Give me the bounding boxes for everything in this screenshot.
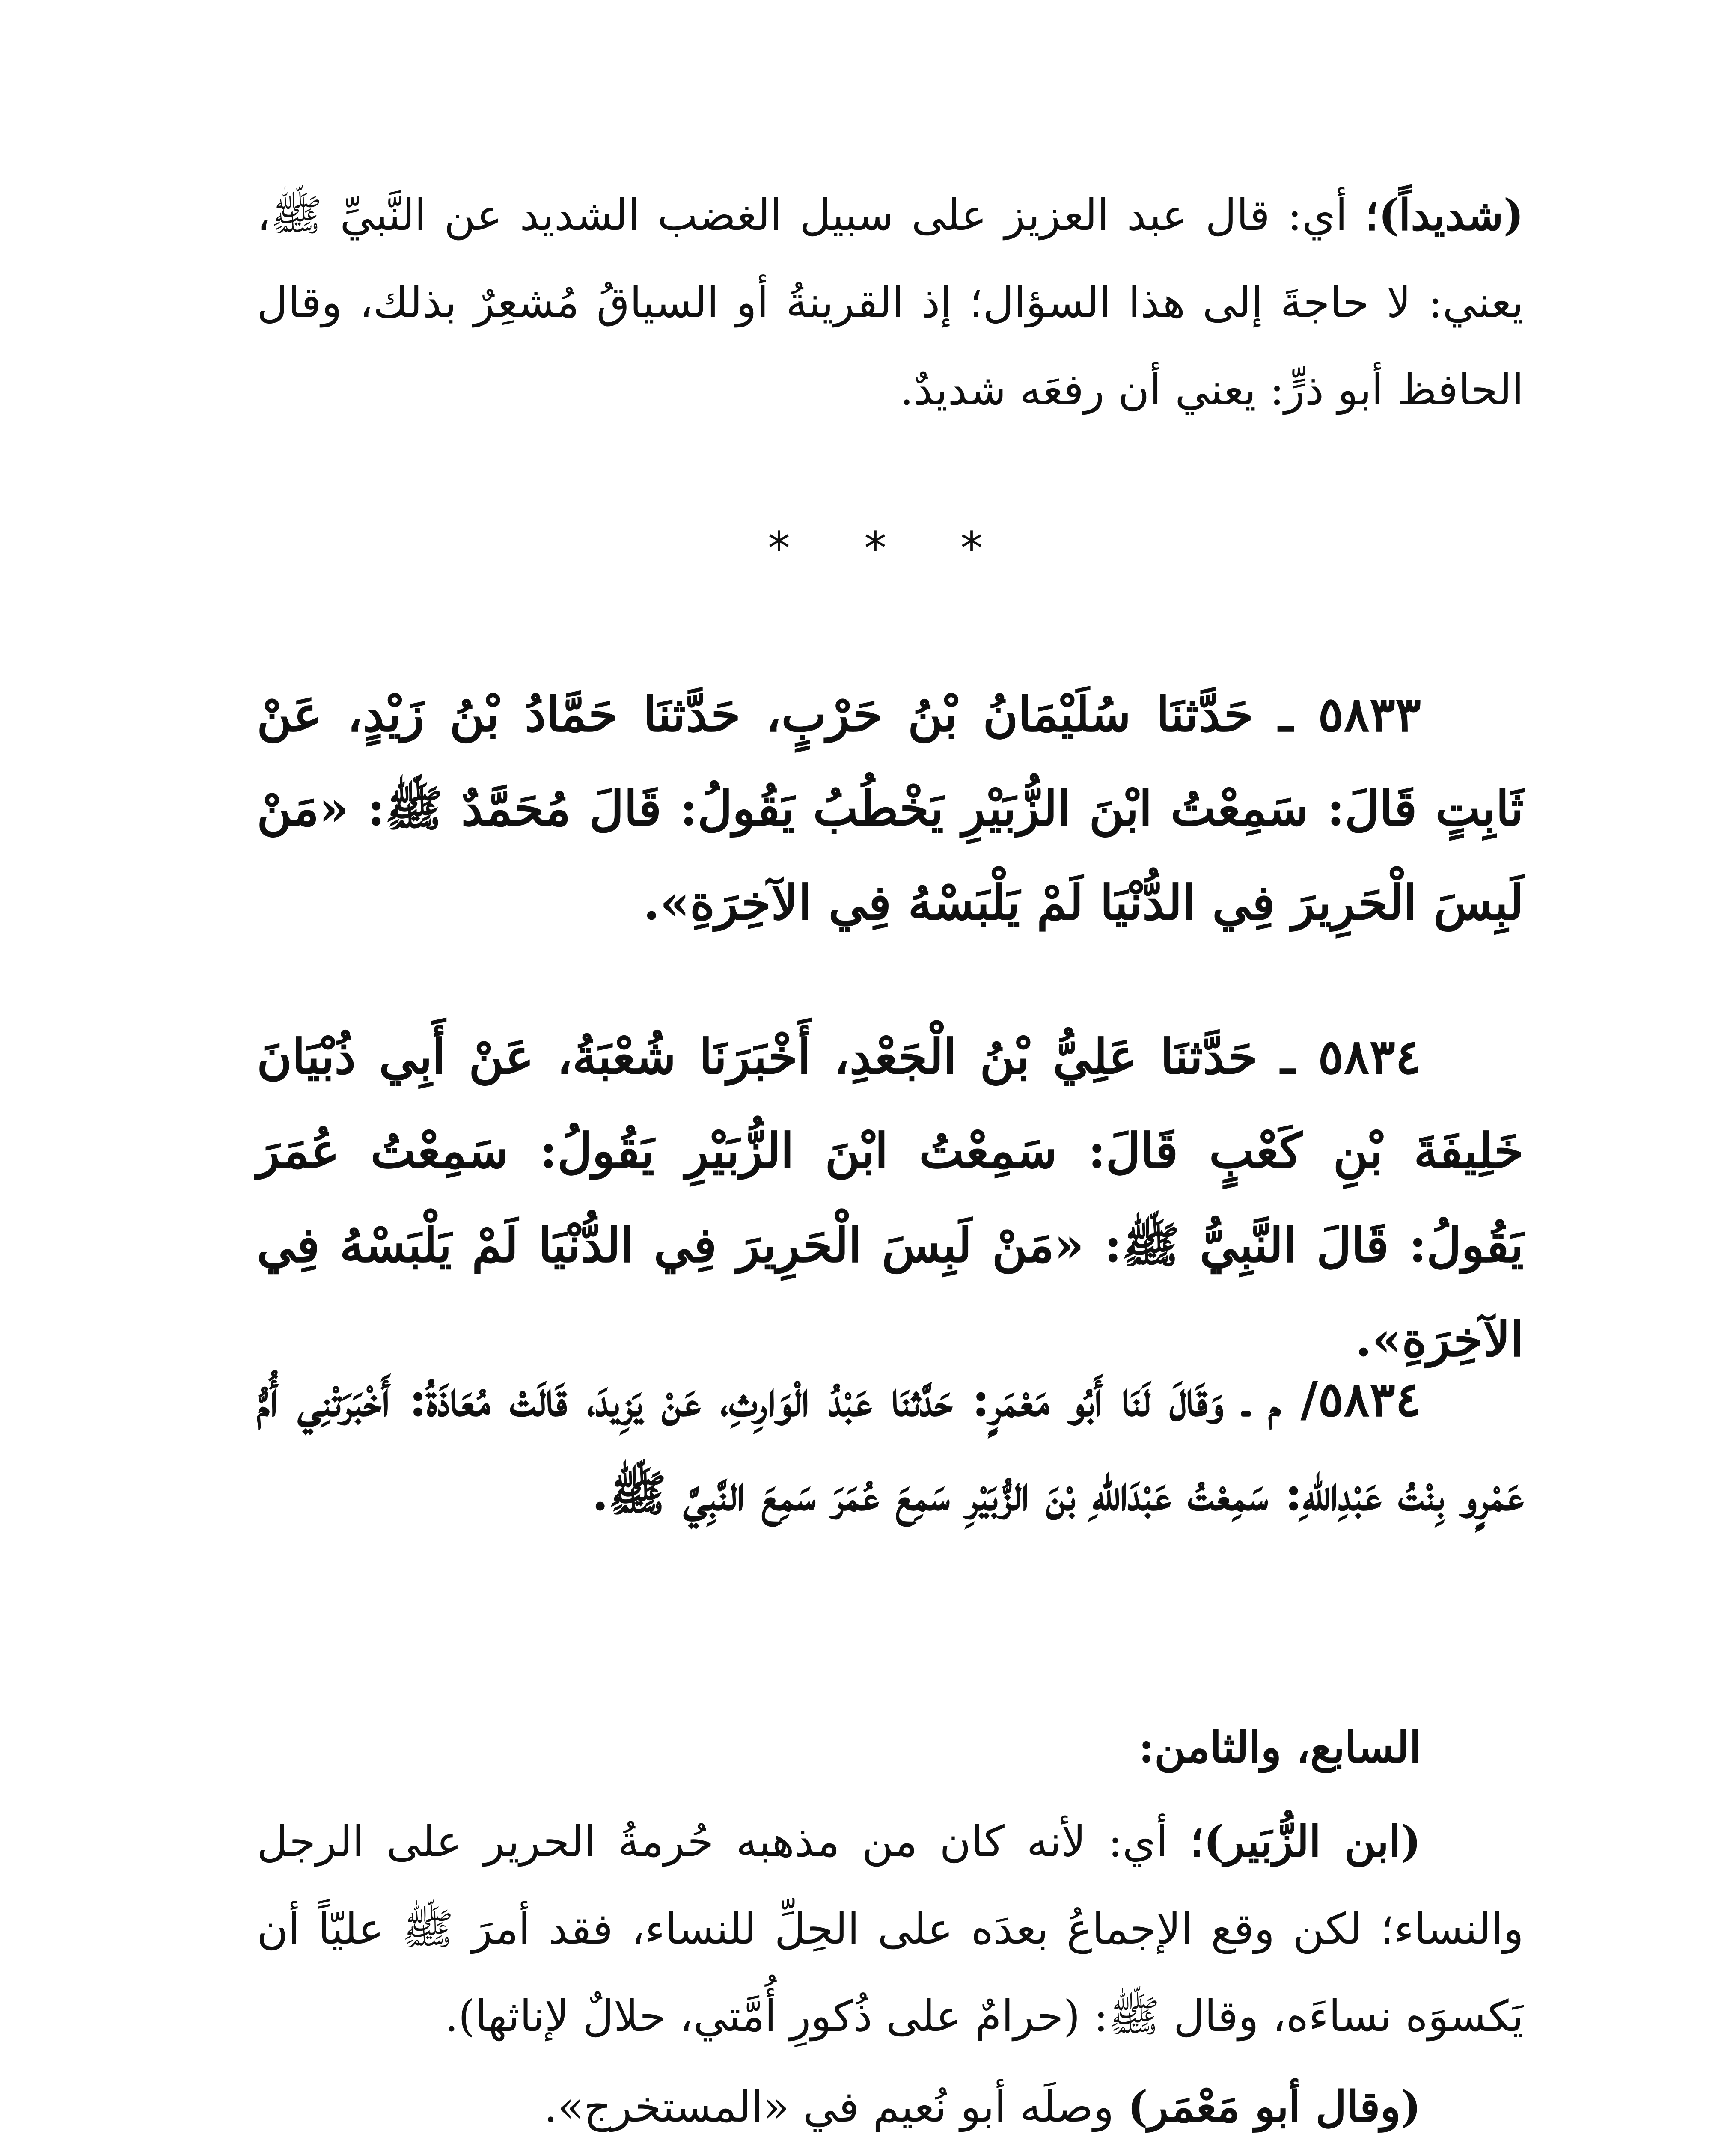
commentary-text-1: أي: قال عبد العزيز على سبيل الغضب الشديد عن النَّبيِّ ﷺ، يعني: لا حاجةَ إلى هذا السؤال؛ إذ القرينةُ أو السياقُ مُشعِرٌ بذلك، وقال الحافظ أبو ذرٍّ: يعني أن رفعَه شديدٌ. [257,190,1524,415]
section-separator: * * * [767,522,1013,574]
commentary-paragraph-3 [257,2063,1524,2140]
commentary-lead-3: (وقال أبو مَعْمَر) [1127,2081,1421,2132]
commentary-lead-2: (ابن الزُّبَير)؛ [1190,1816,1421,1867]
hadith-5834-m: ٥٨٣٤/ م ـ وَقَالَ لَنَا أَبُو مَعْمَرٍ: حَدَّثنَا عَبْدُ الْوَارِثِ، عَنْ يَزِيدَ، قَالَتْ مُعَاذَةُ: أَخْبَرَتْنِي أُمُّ عَمْرٍو بِنْتُ عَبْدِاللهِ: سَمِعْتُ عَبْدَاللهِ بْنَ الزُّبَيْرِ سَمِعَ عُمَرَ سَمِعَ النَّبِيَّ ﷺ. [257,1371,1524,1522]
commentary-paragraph-2 [257,1798,1524,2060]
commentary-text-2: أي: لأنه كان من مذهبه حُرمةُ الحرير على الرجل والنساء؛ لكن وقع الإجماعُ بعدَه على الحِلِّ للنساء، فقد أمرَ ﷺ عليّاً أن يَكسوَه نساءَه، وقال ﷺ: (حرامٌ على ذُكورِ أُمَّتي، حلالٌ لإناثها). [257,1816,1524,2041]
commentary-text-3: وصلَه أبو نُعيم في «المستخرج». [544,2082,1128,2132]
commentary-lead-1: (شديداً)؛ [1365,190,1524,240]
book-page [257,171,1524,2140]
hadith-5833: ٥٨٣٣ ـ حَدَّثنَا سُلَيْمَانُ بْنُ حَرْبٍ، حَدَّثنَا حَمَّادُ بْنُ زَيْدٍ، عَنْ ثَابِتٍ قَالَ: سَمِعْتُ ابْنَ الزُّبَيْرِ يَخْطُبُ يَقُولُ: قَالَ مُحَمَّدٌ ﷺ: «مَنْ لَبِسَ الْحَرِيرَ فِي الدُّنْيَا لَمْ يَلْبَسْهُ فِي الآخِرَةِ». [257,687,1524,931]
section-heading: السابع، والثامن: [1139,1722,1421,1772]
hadith-5834: ٥٨٣٤ ـ حَدَّثنَا عَلِيُّ بْنُ الْجَعْدِ، أَخْبَرَنَا شُعْبَةُ، عَنْ أَبِي ذُبْيَانَ خَلِيفَةَ بْنِ كَعْبٍ قَالَ: سَمِعْتُ ابْنَ الزُّبَيْرِ يَقُولُ: سَمِعْتُ عُمَرَ يَقُولُ: قَالَ النَّبِيُّ ﷺ: «مَنْ لَبِسَ الْحَرِيرَ فِي الدُّنْيَا لَمْ يَلْبَسْهُ فِي الآخِرَةِ». [257,1029,1524,1367]
commentary-paragraph-1 [257,171,1524,434]
